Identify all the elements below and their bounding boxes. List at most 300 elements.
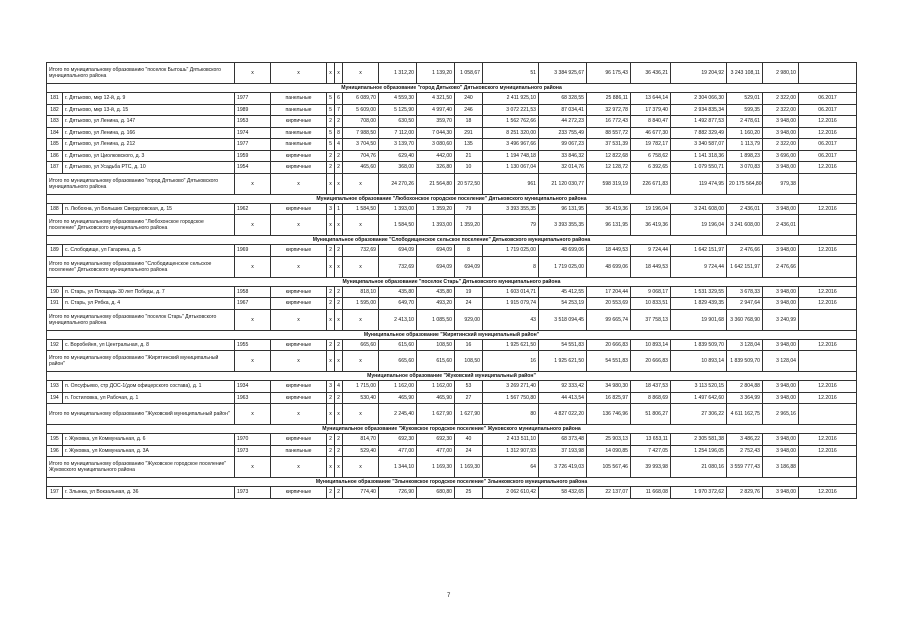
subtotal-cell: 1 627,90 <box>417 404 455 425</box>
regional-budget-cell: 16 772,43 <box>587 116 631 128</box>
completion-date-cell: 12.2016 <box>799 434 857 446</box>
subtotal-label: Итого по муниципальному образованию "поселок Старь" Дятьковского муниципального района <box>47 309 235 330</box>
max-cost-cell: 3 948,00 <box>763 127 799 139</box>
floors-cell: 2 <box>327 339 335 351</box>
subtotal-cell: x <box>335 173 343 194</box>
subtotal-cell: 19 196,04 <box>671 215 727 236</box>
subtotal-cell: x <box>327 173 335 194</box>
living-area-cell: 1 162,00 <box>379 381 417 393</box>
residents-cell: 24 <box>455 298 483 310</box>
owners-funds-cell: 1 141 318,36 <box>671 150 727 162</box>
wall-material-cell: кирпичные <box>271 298 327 310</box>
unit-cost-cell: 2 436,01 <box>727 203 763 215</box>
total-cost-cell: 8 251 320,00 <box>483 127 539 139</box>
subtotal-cell: x <box>327 351 335 372</box>
subtotal-cell: x <box>327 215 335 236</box>
table-row <box>47 162 857 174</box>
row-number: 193 <box>47 381 63 393</box>
subtotal-cell: 1 925 621,50 <box>539 351 587 372</box>
address-cell: г. Злынка, ул Вокзальная, д. 36 <box>63 487 235 499</box>
subtotal-cell: 1 139,20 <box>417 63 455 84</box>
unit-cost-cell: 2 476,66 <box>727 245 763 257</box>
subtotal-cell: 615,60 <box>417 351 455 372</box>
table-row <box>47 116 857 128</box>
max-cost-cell: 3 948,00 <box>763 203 799 215</box>
regional-budget-cell: 14 090,85 <box>587 445 631 457</box>
local-budget-cell: 17 379,40 <box>631 104 671 116</box>
section-header-row <box>47 330 857 339</box>
subtotal-cell: x <box>343 457 379 478</box>
address-cell: г. Дятьково, ул Циолковского, д. 3 <box>63 150 235 162</box>
entrances-cell: 2 <box>335 162 343 174</box>
subtotal-cell: 1 839 509,70 <box>727 351 763 372</box>
floors-cell: 3 <box>327 203 335 215</box>
subtotal-cell: 3 243 108,11 <box>727 63 763 84</box>
unit-cost-cell: 1 898,23 <box>727 150 763 162</box>
subtotal-cell: 4 827 022,20 <box>539 404 587 425</box>
year-cell: 1967 <box>235 298 271 310</box>
year-cell: 1974 <box>235 127 271 139</box>
subtotal-cell: 20 666,83 <box>631 351 671 372</box>
residents-cell: 8 <box>455 245 483 257</box>
unit-cost-cell: 599,35 <box>727 104 763 116</box>
subtotal-cell: 979,38 <box>763 173 799 194</box>
table-row <box>47 298 857 310</box>
subtotal-cell: x <box>271 215 327 236</box>
completion-date-cell: 12.2016 <box>799 381 857 393</box>
subtotal-row <box>47 256 857 277</box>
wall-material-cell: кирпичные <box>271 434 327 446</box>
subtotal-cell: x <box>335 309 343 330</box>
owners-funds-cell: 1 531 329,55 <box>671 286 727 298</box>
subtotal-cell: 9 724,44 <box>671 256 727 277</box>
row-number: 194 <box>47 392 63 404</box>
subtotal-cell: 21 564,80 <box>417 173 455 194</box>
total-cost-cell: 1 312 907,93 <box>483 445 539 457</box>
subtotal-cell: 54 551,83 <box>587 351 631 372</box>
table-row <box>47 286 857 298</box>
regional-budget-cell: 22 137,07 <box>587 487 631 499</box>
owners-funds-cell: 3 241 608,00 <box>671 203 727 215</box>
total-cost-cell: 1 603 014,71 <box>483 286 539 298</box>
private-area-cell: 435,80 <box>417 286 455 298</box>
subtotal-label: Итого по муниципальному образованию "Слободищенское сельское поселение" Дятьковского муниципального района <box>47 256 235 277</box>
local-budget-cell: 10 893,14 <box>631 339 671 351</box>
table-row <box>47 245 857 257</box>
section-title: Муниципальное образование "поселок Старь" Дятьковского муниципального района <box>47 277 857 286</box>
total-area-cell: 6 089,70 <box>343 93 379 105</box>
floors-cell: 2 <box>327 298 335 310</box>
max-cost-cell: 3 948,00 <box>763 116 799 128</box>
subtotal-cell <box>799 256 857 277</box>
regional-budget-cell: 37 531,39 <box>587 139 631 151</box>
entrances-cell: 2 <box>335 286 343 298</box>
address-cell: с. Воробейня, ул Центральная, д. 8 <box>63 339 235 351</box>
subtotal-cell: 226 671,83 <box>631 173 671 194</box>
entrances-cell: 7 <box>335 104 343 116</box>
regional-budget-cell: 20 666,83 <box>587 339 631 351</box>
private-area-cell: 359,70 <box>417 116 455 128</box>
subtotal-cell: 1 344,10 <box>379 457 417 478</box>
subtotal-cell: 1 058,67 <box>455 63 483 84</box>
fund-cell: 37 193,98 <box>539 445 587 457</box>
max-cost-cell: 3 948,00 <box>763 434 799 446</box>
subtotal-cell: 39 993,98 <box>631 457 671 478</box>
wall-material-cell: панельные <box>271 445 327 457</box>
floors-cell: 2 <box>327 116 335 128</box>
section-title: Муниципальное образование "Жирятинский муниципальный район" <box>47 330 857 339</box>
subtotal-cell: 3 128,04 <box>763 351 799 372</box>
max-cost-cell: 3 948,00 <box>763 339 799 351</box>
fund-cell: 33 846,32 <box>539 150 587 162</box>
subtotal-cell: 598 319,19 <box>587 173 631 194</box>
total-area-cell: 465,60 <box>343 162 379 174</box>
regional-budget-cell: 88 557,72 <box>587 127 631 139</box>
subtotal-cell: x <box>235 215 271 236</box>
year-cell: 1973 <box>235 487 271 499</box>
living-area-cell: 615,60 <box>379 339 417 351</box>
address-cell: п. Старь, ул Рябка, д. 4 <box>63 298 235 310</box>
floors-cell: 2 <box>327 245 335 257</box>
subtotal-cell: x <box>235 309 271 330</box>
subtotal-cell: x <box>271 351 327 372</box>
local-budget-cell: 6 758,62 <box>631 150 671 162</box>
living-area-cell: 7 112,00 <box>379 127 417 139</box>
subtotal-cell: x <box>335 63 343 84</box>
address-cell: п. Гостиловка, ул Рабочая, д. 1 <box>63 392 235 404</box>
wall-material-cell: кирпичные <box>271 381 327 393</box>
completion-date-cell: 12.2016 <box>799 162 857 174</box>
owners-funds-cell: 2 304 066,30 <box>671 93 727 105</box>
table-row <box>47 127 857 139</box>
entrances-cell: 2 <box>335 298 343 310</box>
subtotal-cell: 3 384 925,67 <box>539 63 587 84</box>
subtotal-cell <box>799 351 857 372</box>
subtotal-cell: x <box>271 309 327 330</box>
residents-cell: 25 <box>455 487 483 499</box>
local-budget-cell: 9 724,44 <box>631 245 671 257</box>
section-header-row <box>47 372 857 381</box>
living-area-cell: 465,90 <box>379 392 417 404</box>
subtotal-cell: 1 359,20 <box>455 215 483 236</box>
fund-cell: 54 551,83 <box>539 339 587 351</box>
address-cell: г. Дятьково, ул Усадьба РТС, д. 10 <box>63 162 235 174</box>
floors-cell: 2 <box>327 434 335 446</box>
wall-material-cell: кирпичные <box>271 162 327 174</box>
owners-funds-cell: 1 254 196,05 <box>671 445 727 457</box>
floors-cell: 2 <box>327 162 335 174</box>
address-cell: г. Дятьково, ул Ленина, д. 166 <box>63 127 235 139</box>
floors-cell: 2 <box>327 150 335 162</box>
private-area-cell: 1 359,20 <box>417 203 455 215</box>
address-cell: г. Жуковка, ул Коммунальная, д. 3А <box>63 445 235 457</box>
total-area-cell: 530,40 <box>343 392 379 404</box>
subtotal-cell: 2 245,40 <box>379 404 417 425</box>
year-cell: 1959 <box>235 150 271 162</box>
residents-cell: 21 <box>455 150 483 162</box>
wall-material-cell: кирпичные <box>271 487 327 499</box>
wall-material-cell: кирпичные <box>271 116 327 128</box>
unit-cost-cell: 3 364,99 <box>727 392 763 404</box>
table-row <box>47 104 857 116</box>
subtotal-cell: 3 186,88 <box>763 457 799 478</box>
living-area-cell: 435,80 <box>379 286 417 298</box>
subtotal-cell: 20 175 564,80 <box>727 173 763 194</box>
section-title: Муниципальное образование "Любохонское городское поселение" Дятьковского муниципального района <box>47 194 857 203</box>
subtotal-cell: 64 <box>483 457 539 478</box>
subtotal-cell: 80 <box>483 404 539 425</box>
fund-cell: 68 373,48 <box>539 434 587 446</box>
floors-cell: 5 <box>327 93 335 105</box>
subtotal-cell: 1 312,20 <box>379 63 417 84</box>
private-area-cell: 694,09 <box>417 245 455 257</box>
max-cost-cell: 3 696,00 <box>763 150 799 162</box>
year-cell: 1958 <box>235 286 271 298</box>
residents-cell: 24 <box>455 445 483 457</box>
subtotal-cell: x <box>335 404 343 425</box>
subtotal-cell: 136 746,96 <box>587 404 631 425</box>
wall-material-cell: кирпичные <box>271 286 327 298</box>
total-cost-cell: 3 269 271,40 <box>483 381 539 393</box>
total-cost-cell: 1 194 748,18 <box>483 150 539 162</box>
table-row <box>47 93 857 105</box>
subtotal-row <box>47 351 857 372</box>
completion-date-cell: 12.2016 <box>799 445 857 457</box>
subtotal-cell: 2 965,16 <box>763 404 799 425</box>
local-budget-cell: 19 196,04 <box>631 203 671 215</box>
subtotal-row <box>47 404 857 425</box>
subtotal-label: Итого по муниципальному образованию "поселок Бытошь" Дятьковского муниципального района <box>47 63 235 84</box>
completion-date-cell: 12.2016 <box>799 116 857 128</box>
max-cost-cell: 3 948,00 <box>763 162 799 174</box>
year-cell: 1963 <box>235 392 271 404</box>
living-area-cell: 3 139,70 <box>379 139 417 151</box>
local-budget-cell: 13 653,11 <box>631 434 671 446</box>
total-area-cell: 732,69 <box>343 245 379 257</box>
subtotal-cell: x <box>327 457 335 478</box>
wall-material-cell: кирпичные <box>271 392 327 404</box>
row-number: 190 <box>47 286 63 298</box>
section-title: Муниципальное образование "Слободищенское сельское поселение" Дятьковского муниципального района <box>47 236 857 245</box>
living-area-cell: 694,09 <box>379 245 417 257</box>
subtotal-cell <box>799 309 857 330</box>
total-area-cell: 665,60 <box>343 339 379 351</box>
subtotal-cell: 961 <box>483 173 539 194</box>
owners-funds-cell: 7 882 329,49 <box>671 127 727 139</box>
max-cost-cell: 2 322,00 <box>763 104 799 116</box>
wall-material-cell: кирпичные <box>271 203 327 215</box>
floors-cell: 5 <box>327 139 335 151</box>
year-cell: 1977 <box>235 93 271 105</box>
subtotal-label: Итого по муниципальному образованию "Жуковский муниципальный район" <box>47 404 235 425</box>
table-row <box>47 381 857 393</box>
completion-date-cell: 12.2016 <box>799 339 857 351</box>
wall-material-cell: кирпичные <box>271 339 327 351</box>
unit-cost-cell: 1 160,20 <box>727 127 763 139</box>
completion-date-cell: 12.2016 <box>799 487 857 499</box>
entrances-cell: 2 <box>335 392 343 404</box>
regional-budget-cell: 34 980,30 <box>587 381 631 393</box>
year-cell: 1970 <box>235 434 271 446</box>
subtotal-cell: 36 436,21 <box>631 63 671 84</box>
housing-register-table <box>46 62 857 499</box>
subtotal-cell: 48 699,06 <box>587 256 631 277</box>
total-cost-cell: 3 393 355,35 <box>483 203 539 215</box>
row-number: 191 <box>47 298 63 310</box>
subtotal-cell: x <box>327 256 335 277</box>
address-cell: п. Любохна, ул Больших Свердловская, д. 15 <box>63 203 235 215</box>
subtotal-cell: 37 758,13 <box>631 309 671 330</box>
subtotal-cell: 18 449,53 <box>631 256 671 277</box>
fund-cell: 44 413,54 <box>539 392 587 404</box>
subtotal-cell: x <box>343 404 379 425</box>
completion-date-cell: 12.2016 <box>799 127 857 139</box>
private-area-cell: 1 162,00 <box>417 381 455 393</box>
entrances-cell: 2 <box>335 245 343 257</box>
subtotal-cell <box>799 457 857 478</box>
table-row <box>47 150 857 162</box>
regional-budget-cell: 17 204,44 <box>587 286 631 298</box>
completion-date-cell: 12.2016 <box>799 203 857 215</box>
subtotal-cell: 929,00 <box>455 309 483 330</box>
subtotal-cell: 2 436,01 <box>763 215 799 236</box>
living-area-cell: 4 559,30 <box>379 93 417 105</box>
subtotal-cell: 51 806,27 <box>631 404 671 425</box>
unit-cost-cell: 2 947,64 <box>727 298 763 310</box>
subtotal-cell: 8 <box>483 256 539 277</box>
completion-date-cell: 06.2017 <box>799 104 857 116</box>
residents-cell: 16 <box>455 339 483 351</box>
wall-material-cell: панельные <box>271 127 327 139</box>
subtotal-cell: x <box>343 215 379 236</box>
table-row <box>47 445 857 457</box>
owners-funds-cell: 3 340 587,07 <box>671 139 727 151</box>
total-area-cell: 774,40 <box>343 487 379 499</box>
subtotal-cell: 51 <box>483 63 539 84</box>
local-budget-cell: 13 644,14 <box>631 93 671 105</box>
subtotal-cell: x <box>343 309 379 330</box>
row-number: 181 <box>47 93 63 105</box>
entrances-cell: 4 <box>335 139 343 151</box>
section-header-row <box>47 277 857 286</box>
private-area-cell: 326,80 <box>417 162 455 174</box>
entrances-cell: 2 <box>335 487 343 499</box>
entrances-cell: 2 <box>335 339 343 351</box>
floors-cell: 2 <box>327 392 335 404</box>
subtotal-cell: x <box>335 457 343 478</box>
address-cell: п. Старь, ул Площадь 30 лет Победы, д. 7 <box>63 286 235 298</box>
subtotal-cell: x <box>327 63 335 84</box>
address-cell: г. Жуковка, ул Коммунальная, д. 6 <box>63 434 235 446</box>
floors-cell: 2 <box>327 286 335 298</box>
row-number: 184 <box>47 127 63 139</box>
completion-date-cell: 12.2016 <box>799 245 857 257</box>
residents-cell: 135 <box>455 139 483 151</box>
subtotal-cell: 21 120 030,77 <box>539 173 587 194</box>
max-cost-cell: 3 948,00 <box>763 392 799 404</box>
floors-cell: 2 <box>327 487 335 499</box>
subtotal-cell: x <box>235 457 271 478</box>
completion-date-cell: 06.2017 <box>799 150 857 162</box>
living-area-cell: 630,50 <box>379 116 417 128</box>
subtotal-cell: 3 241 608,00 <box>727 215 763 236</box>
fund-cell: 32 014,76 <box>539 162 587 174</box>
section-header-row <box>47 478 857 487</box>
subtotal-cell: x <box>271 63 327 84</box>
row-number: 195 <box>47 434 63 446</box>
residents-cell: 79 <box>455 203 483 215</box>
residents-cell: 40 <box>455 434 483 446</box>
fund-cell: 92 333,42 <box>539 381 587 393</box>
floors-cell: 2 <box>327 445 335 457</box>
living-area-cell: 1 393,00 <box>379 203 417 215</box>
private-area-cell: 477,00 <box>417 445 455 457</box>
local-budget-cell: 7 427,05 <box>631 445 671 457</box>
section-title: Муниципальное образование "Жуковское городское поселение" Жуковского муниципального района <box>47 425 857 434</box>
owners-funds-cell: 1 642 151,97 <box>671 245 727 257</box>
fund-cell: 54 253,19 <box>539 298 587 310</box>
subtotal-cell: x <box>235 351 271 372</box>
subtotal-cell: 3 240,99 <box>763 309 799 330</box>
total-area-cell: 1 584,50 <box>343 203 379 215</box>
residents-cell: 27 <box>455 392 483 404</box>
subtotal-cell: 4 611 162,75 <box>727 404 763 425</box>
residents-cell: 291 <box>455 127 483 139</box>
owners-funds-cell: 2 305 581,38 <box>671 434 727 446</box>
total-cost-cell: 3 072 221,53 <box>483 104 539 116</box>
row-number: 182 <box>47 104 63 116</box>
wall-material-cell: кирпичные <box>271 245 327 257</box>
fund-cell: 99 067,23 <box>539 139 587 151</box>
max-cost-cell: 3 948,00 <box>763 381 799 393</box>
table-row <box>47 392 857 404</box>
owners-funds-cell: 1 497 642,60 <box>671 392 727 404</box>
total-area-cell: 704,76 <box>343 150 379 162</box>
subtotal-label: Итого по муниципальному образованию "Жуковское городское поселение" Жуковского муниципального района <box>47 457 235 478</box>
subtotal-cell: 1 169,30 <box>417 457 455 478</box>
subtotal-cell: x <box>343 256 379 277</box>
subtotal-cell: 108,50 <box>455 351 483 372</box>
total-cost-cell: 1 562 762,66 <box>483 116 539 128</box>
subtotal-cell: 694,09 <box>417 256 455 277</box>
subtotal-cell: 19 901,68 <box>671 309 727 330</box>
row-number: 197 <box>47 487 63 499</box>
unit-cost-cell: 2 752,43 <box>727 445 763 457</box>
private-area-cell: 3 080,60 <box>417 139 455 151</box>
total-area-cell: 1 595,00 <box>343 298 379 310</box>
private-area-cell: 7 044,30 <box>417 127 455 139</box>
year-cell: 1953 <box>235 116 271 128</box>
address-cell: г. Дятьково, ул Ленина, д. 212 <box>63 139 235 151</box>
regional-budget-cell: 25 886,11 <box>587 93 631 105</box>
completion-date-cell: 12.2016 <box>799 298 857 310</box>
address-cell: с. Слободище, ул Гагарина, д. 5 <box>63 245 235 257</box>
subtotal-row <box>47 457 857 478</box>
entrances-cell: 8 <box>335 127 343 139</box>
entrances-cell: 2 <box>335 434 343 446</box>
fund-cell: 58 432,65 <box>539 487 587 499</box>
max-cost-cell: 3 948,00 <box>763 445 799 457</box>
fund-cell: 48 699,06 <box>539 245 587 257</box>
local-budget-cell: 8 840,47 <box>631 116 671 128</box>
subtotal-cell: 1 584,50 <box>379 215 417 236</box>
owners-funds-cell: 1 829 439,35 <box>671 298 727 310</box>
subtotal-cell: 43 <box>483 309 539 330</box>
floors-cell: 3 <box>327 381 335 393</box>
max-cost-cell: 3 948,00 <box>763 286 799 298</box>
address-cell: г. Дятьково, мкр 12-й, д. 9 <box>63 93 235 105</box>
subtotal-cell: x <box>343 173 379 194</box>
